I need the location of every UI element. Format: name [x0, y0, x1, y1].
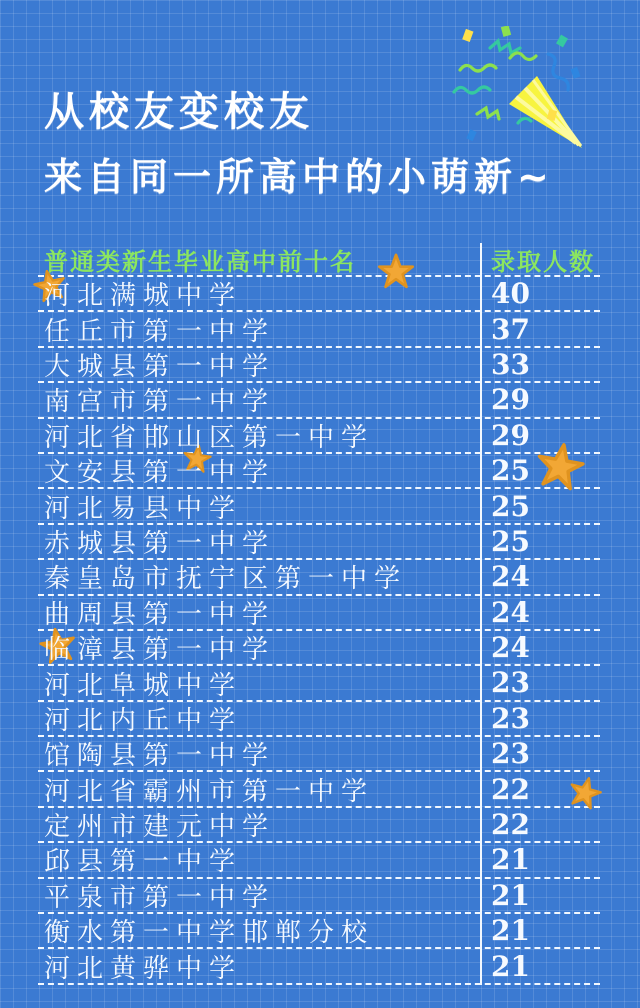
admit-count: 23: [491, 737, 530, 771]
school-name: 河北阜城中学: [44, 670, 243, 701]
school-name: 曲周县第一中学: [44, 599, 276, 630]
table-row: [38, 596, 600, 631]
admit-count: 25: [491, 454, 530, 488]
school-name: 任丘市第一中学: [44, 316, 276, 347]
admit-count: 21: [491, 914, 530, 948]
school-name: 临漳县第一中学: [44, 635, 276, 666]
admit-count: 24: [491, 560, 530, 594]
school-name: 南宫市第一中学: [44, 387, 276, 418]
table-row: [38, 843, 600, 878]
school-name: 赤城县第一中学: [44, 528, 276, 559]
table-row: [38, 702, 600, 737]
school-name: 定州市建元中学: [44, 812, 276, 843]
admit-count: 24: [491, 595, 530, 629]
admit-count: 29: [491, 418, 530, 452]
table-row: [38, 737, 600, 772]
header-school-column: 普通类新生毕业高中前十名: [44, 246, 356, 276]
school-name: 河北省霸州市第一中学: [44, 776, 375, 807]
table-row: [38, 808, 600, 843]
page-title-line2: 来自同一所高中的小萌新~: [44, 155, 554, 199]
table-row: [38, 949, 600, 984]
school-name: 平泉市第一中学: [44, 882, 276, 913]
admit-count: 33: [491, 347, 530, 381]
table-row: [38, 312, 600, 347]
table-row: [38, 879, 600, 914]
admit-count: 40: [491, 277, 530, 311]
school-name: 河北内丘中学: [44, 705, 243, 736]
table-row: [38, 560, 600, 595]
admit-count: 24: [491, 631, 530, 665]
admit-count: 23: [491, 666, 530, 700]
school-name: 衡水第一中学邯郸分校: [44, 918, 375, 949]
school-name: 文安县第一中学: [44, 458, 276, 489]
school-name: 河北省邯山区第一中学: [44, 422, 375, 453]
admit-count: 21: [491, 843, 530, 877]
table-row: [38, 772, 600, 807]
table-row: [38, 631, 600, 666]
table-row: [38, 348, 600, 383]
school-name: 河北满城中学: [44, 281, 243, 312]
admissions-table: [38, 243, 600, 985]
school-name: 秦皇岛市抚宁区第一中学: [44, 564, 408, 595]
header-count-column: 录取人数: [491, 246, 595, 276]
school-name: 邱县第一中学: [44, 847, 243, 878]
admit-count: 25: [491, 489, 530, 523]
admit-count: 21: [491, 949, 530, 983]
admit-count: 22: [491, 772, 530, 806]
school-name: 大城县第一中学: [44, 351, 276, 382]
admit-count: 37: [491, 312, 530, 346]
school-name: 馆陶县第一中学: [44, 741, 276, 772]
school-name: 河北易县中学: [44, 493, 243, 524]
admit-count: 21: [491, 878, 530, 912]
admit-count: 29: [491, 383, 530, 417]
admit-count: 25: [491, 524, 530, 558]
table-row: [38, 489, 600, 524]
admit-count: 22: [491, 808, 530, 842]
school-name: 河北黄骅中学: [44, 953, 243, 984]
table-header-row: [38, 243, 600, 277]
table-row: [38, 454, 600, 489]
table-row: [38, 419, 600, 454]
page-title-line1: 从校友变校友: [44, 89, 314, 135]
admit-count: 23: [491, 701, 530, 735]
table-row: [38, 383, 600, 418]
table-row: [38, 525, 600, 560]
table-row: [38, 666, 600, 701]
party-popper-icon: [452, 26, 638, 202]
table-row: [38, 914, 600, 949]
table-row: [38, 277, 600, 312]
